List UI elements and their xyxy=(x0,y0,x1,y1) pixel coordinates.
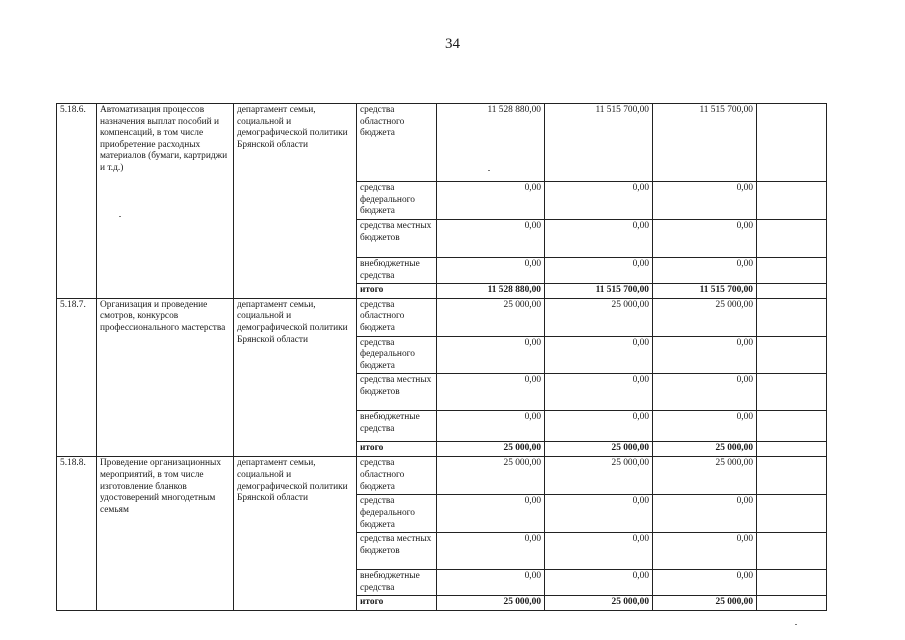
value-cell: 0,00 xyxy=(545,182,653,220)
page-number: 34 xyxy=(445,36,460,52)
value-cell: 25 000,00 xyxy=(545,442,653,457)
value-cell: 25 000,00 xyxy=(545,298,653,336)
value-cell: 0,00 xyxy=(653,411,757,442)
value-cell: 0,00 xyxy=(545,336,653,374)
value-cell: 25 000,00 xyxy=(653,442,757,457)
value-cell: 0,00 xyxy=(545,411,653,442)
funding-source: внебюджетные средства xyxy=(357,411,437,442)
value-cell: 25 000,00 xyxy=(653,596,757,611)
value-cell: 11 515 700,00 xyxy=(653,284,757,299)
empty-cell xyxy=(757,104,827,182)
funding-source: средства областного бюджета xyxy=(357,298,437,336)
value-cell: 25 000,00 xyxy=(653,457,757,495)
value-cell: 0,00 xyxy=(653,258,757,284)
value-cell: 0,00 xyxy=(653,570,757,596)
funding-source: средства федерального бюджета xyxy=(357,336,437,374)
empty-cell xyxy=(757,258,827,284)
funding-source: средства областного бюджета xyxy=(357,104,437,182)
value-cell: 0,00 xyxy=(545,374,653,411)
item-name: Проведение организационных мероприятий, в том числе изготовление бланков удостоверений многодетным семьям xyxy=(97,457,234,611)
funding-source: средства федерального бюджета xyxy=(357,182,437,220)
value-cell: 0,00 xyxy=(437,182,545,220)
funding-source: внебюджетные средства xyxy=(357,258,437,284)
funding-source: средства местных бюджетов xyxy=(357,374,437,411)
value-cell: 25 000,00 xyxy=(437,442,545,457)
value-cell: 0,00 xyxy=(653,495,757,533)
value-cell: 11 515 700,00 xyxy=(545,104,653,182)
value-cell: 0,00 xyxy=(545,495,653,533)
table-row xyxy=(57,298,827,336)
empty-cell xyxy=(757,533,827,570)
table-row xyxy=(57,457,827,495)
funding-source: внебюджетные средства xyxy=(357,570,437,596)
funding-source: итого xyxy=(357,596,437,611)
value-cell: 0,00 xyxy=(545,533,653,570)
item-department: департамент семьи, социальной и демографической политики Брянской области xyxy=(234,104,357,299)
value-cell: 25 000,00 xyxy=(653,298,757,336)
empty-cell xyxy=(757,374,827,411)
value-cell: 11 528 880,00 xyxy=(437,104,545,182)
value-cell: 25 000,00 xyxy=(545,457,653,495)
funding-source: итого xyxy=(357,442,437,457)
value-cell: 0,00 xyxy=(545,258,653,284)
empty-cell xyxy=(757,284,827,299)
value-cell: 0,00 xyxy=(653,182,757,220)
item-code: 5.18.7. xyxy=(57,298,97,457)
value-cell: 0,00 xyxy=(545,570,653,596)
empty-cell xyxy=(757,336,827,374)
empty-cell xyxy=(757,495,827,533)
value-cell: 0,00 xyxy=(437,495,545,533)
value-cell: 11 515 700,00 xyxy=(653,104,757,182)
empty-cell xyxy=(757,442,827,457)
funding-source: средства областного бюджета xyxy=(357,457,437,495)
value-cell: 0,00 xyxy=(437,258,545,284)
value-cell: 0,00 xyxy=(437,570,545,596)
scan-speck xyxy=(795,624,797,625)
value-cell: 0,00 xyxy=(653,533,757,570)
item-code: 5.18.8. xyxy=(57,457,97,611)
funding-source: средства федерального бюджета xyxy=(357,495,437,533)
value-cell: 25 000,00 xyxy=(437,596,545,611)
value-cell: 0,00 xyxy=(545,220,653,258)
value-cell: 0,00 xyxy=(437,411,545,442)
item-name: Организация и проведение смотров, конкурсов профессионального мастерства xyxy=(97,298,234,457)
empty-cell xyxy=(757,411,827,442)
funding-source: средства местных бюджетов xyxy=(357,220,437,258)
item-department: департамент семьи, социальной и демографической политики Брянской области xyxy=(234,457,357,611)
empty-cell xyxy=(757,182,827,220)
item-name: Автоматизация процессов назначения выплат пособий и компенсаций, в том числе приобретение расходных материалов (бумаги, картриджи и т.д.) xyxy=(97,104,234,299)
empty-cell xyxy=(757,220,827,258)
value-cell: 0,00 xyxy=(437,374,545,411)
budget-table xyxy=(56,103,827,611)
item-department: департамент семьи, социальной и демографической политики Брянской области xyxy=(234,298,357,457)
funding-source: средства местных бюджетов xyxy=(357,533,437,570)
value-cell: 25 000,00 xyxy=(437,457,545,495)
empty-cell xyxy=(757,457,827,495)
value-cell: 25 000,00 xyxy=(437,298,545,336)
value-cell: 25 000,00 xyxy=(545,596,653,611)
funding-source: итого xyxy=(357,284,437,299)
value-cell: 0,00 xyxy=(653,336,757,374)
scan-speck xyxy=(488,170,490,171)
value-cell: 0,00 xyxy=(653,374,757,411)
value-cell: 11 515 700,00 xyxy=(545,284,653,299)
value-cell: 0,00 xyxy=(653,220,757,258)
value-cell: 11 528 880,00 xyxy=(437,284,545,299)
value-cell: 0,00 xyxy=(437,220,545,258)
empty-cell xyxy=(757,596,827,611)
value-cell: 0,00 xyxy=(437,533,545,570)
empty-cell xyxy=(757,570,827,596)
empty-cell xyxy=(757,298,827,336)
scan-speck xyxy=(119,216,121,217)
item-code: 5.18.6. xyxy=(57,104,97,299)
table-row xyxy=(57,104,827,182)
value-cell: 0,00 xyxy=(437,336,545,374)
